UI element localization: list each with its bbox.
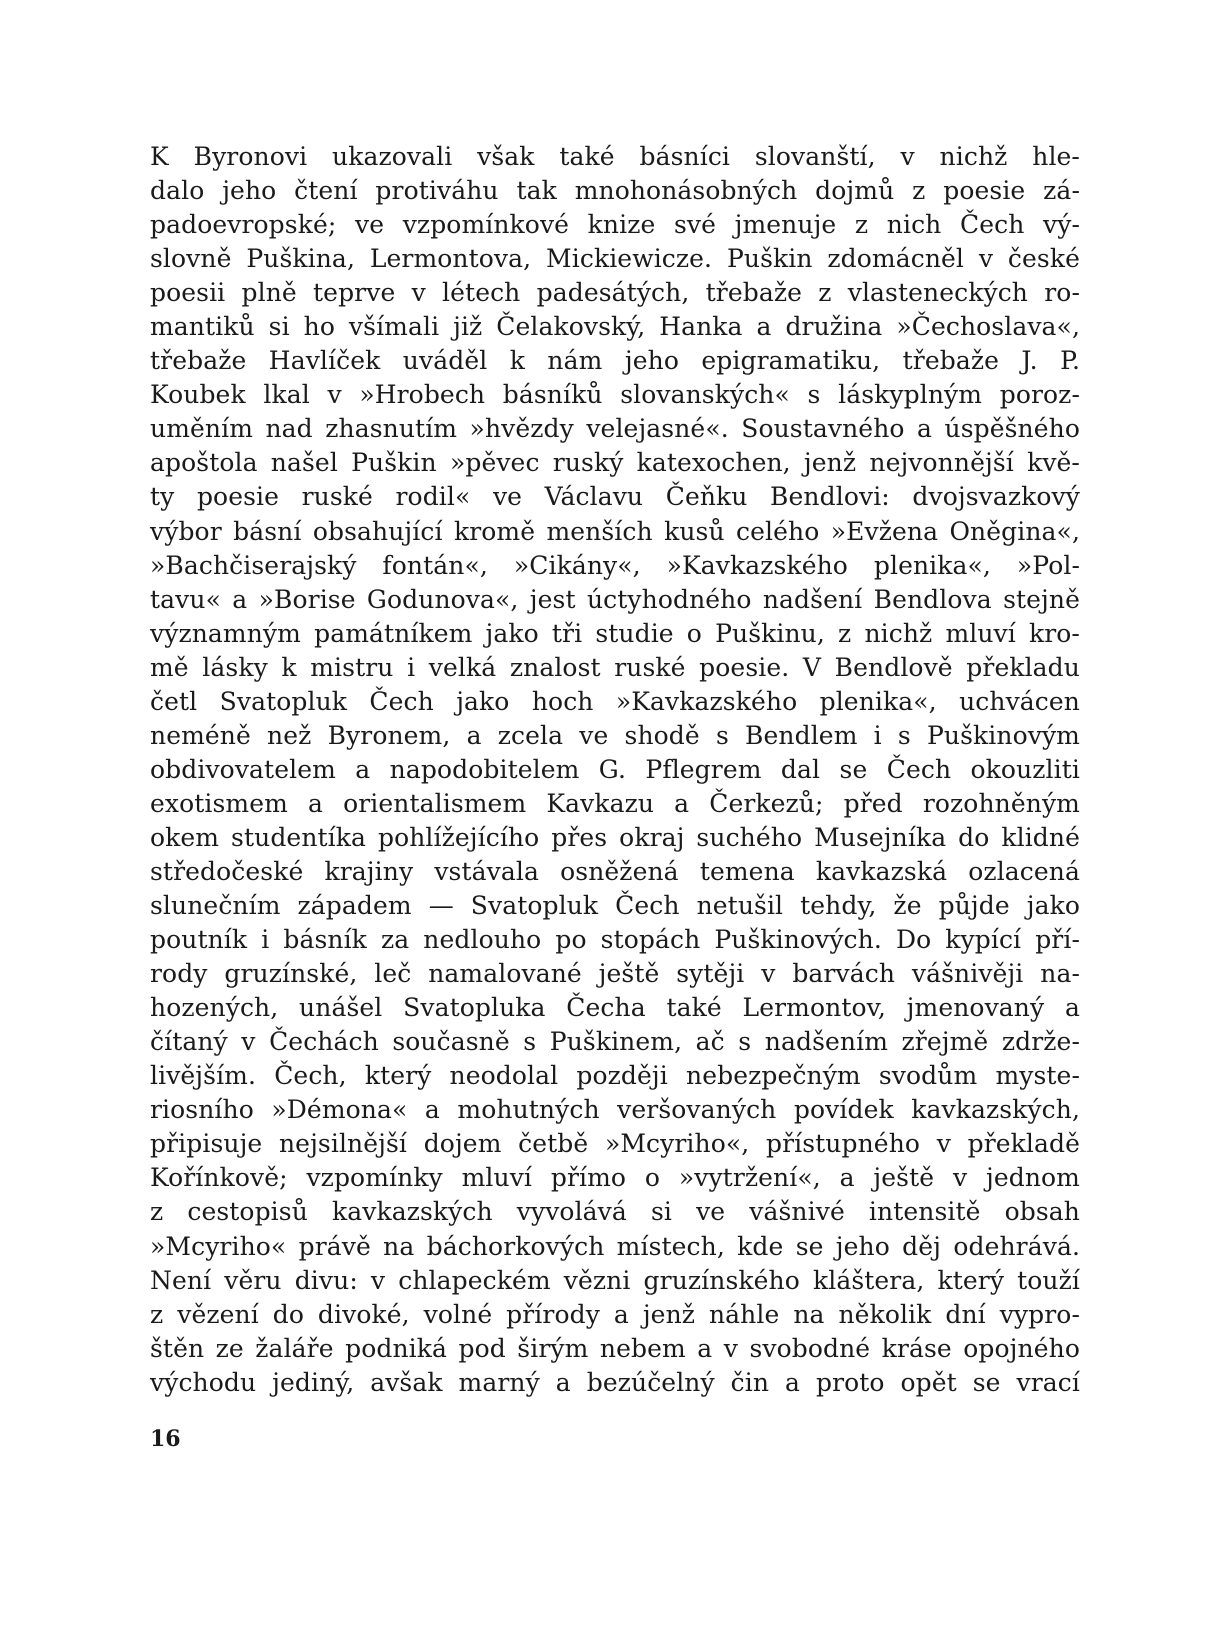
text-line: třebaže Havlíček uváděl k nám jeho epigramatiku, třebaže J. P. [150, 346, 1080, 376]
text-line: mantiků si ho všímali již Čelakovský, Hanka a družina »Čechoslava«, [150, 312, 1080, 342]
text-line: poutník i básník za nedlouho po stopách Puškinových. Do kypící pří- [150, 925, 1080, 955]
text-line: dalo jeho čtení protiváhu tak mnohonásobných dojmů z poesie zá- [150, 176, 1080, 206]
text-line: hozených, unášel Svatopluka Čecha také Lermontov, jmenovaný a [150, 993, 1080, 1023]
text-line: riosního »Démona« a mohutných veršovaných povídek kavkazských, [150, 1095, 1080, 1125]
text-line: štěn ze žaláře podniká pod širým nebem a v svobodné kráse opojného [150, 1333, 1080, 1363]
text-line: uměním nad zhasnutím »hvězdy velejasné«. Soustavného a úspěšného [150, 414, 1080, 444]
text-line: okem studentíka pohlížejícího přes okraj suchého Musejníka do klidné [150, 822, 1080, 852]
text-line: četl Svatopluk Čech jako hoch »Kavkazského plenika«, uchvácen [150, 686, 1080, 716]
body-text [150, 140, 1080, 1400]
text-line: neméně než Byronem, a zcela ve shodě s Bendlem i s Puškinovým [150, 720, 1080, 750]
text-line: výbor básní obsahující kromě menších kusů celého »Evžena Oněgina«, [150, 516, 1080, 546]
text-line: apoštola našel Puškin »pěvec ruský katexochen, jenž nejvonnější kvě- [150, 448, 1080, 478]
text-line: Koubek lkal v »Hrobech básníků slovanských« s láskyplným poroz- [150, 380, 1080, 410]
text-line: rody gruzínské, leč namalované ještě sytěji v barvách vášnivěji na- [150, 959, 1080, 989]
text-line: Není věru divu: v chlapeckém vězni gruzínského kláštera, který touží [150, 1265, 1080, 1295]
text-line: připisuje nejsilnější dojem četbě »Mcyriho«, přístupného v překladě [150, 1129, 1080, 1159]
text-line: významným památníkem jako tři studie o Puškinu, z nichž mluví kro- [150, 618, 1080, 648]
text-line: středočeské krajiny vstávala osněžená temena kavkazská ozlacená [150, 856, 1080, 886]
page-number: 16 [150, 1426, 181, 1452]
text-line: K Byronovi ukazovali však také básníci slovanští, v nichž hle- [150, 142, 1080, 171]
text-line: slovně Puškina, Lermontova, Mickiewicze. Puškin zdomácněl v české [150, 244, 1080, 274]
text-line: z cestopisů kavkazských vyvolává si ve vášnivé intensitě obsah [150, 1197, 1080, 1227]
text-line: slunečním západem — Svatopluk Čech netušil tehdy, že půjde jako [150, 891, 1080, 921]
text-line: padoevropské; ve vzpomínkové knize své jmenuje z nich Čech vý- [150, 210, 1080, 240]
text-line: livějším. Čech, který neodolal později nebezpečným svodům myste- [150, 1061, 1080, 1091]
text-line: z vězení do divoké, volné přírody a jenž náhle na několik dní vypro- [150, 1299, 1080, 1329]
text-line: ty poesie ruské rodil« ve Václavu Čeňku Bendlovi: dvojsvazkový [150, 482, 1080, 512]
text-line: exotismem a orientalismem Kavkazu a Čerkezů; před rozohněným [150, 788, 1080, 818]
text-line: Kořínkově; vzpomínky mluví přímo o »vytržení«, a ještě v jednom [150, 1163, 1080, 1193]
text-line: čítaný v Čechách současně s Puškinem, ač s nadšením zřejmě zdrže- [150, 1027, 1080, 1057]
text-line: obdivovatelem a napodobitelem G. Pflegrem dal se Čech okouzliti [150, 754, 1080, 784]
text-line: poesii plně teprve v létech padesátých, třebaže z vlasteneckých ro- [150, 278, 1080, 308]
text-line: mě lásky k mistru i velká znalost ruské poesie. V Bendlově překladu [150, 652, 1080, 682]
text-line: »Mcyriho« právě na báchorkových místech, kde se jeho děj odehrává. [150, 1231, 1080, 1261]
text-line: východu jediný, avšak marný a bezúčelný čin a proto opět se vrací [150, 1367, 1080, 1397]
text-line: tavu« a »Borise Godunova«, jest úctyhodného nadšení Bendlova stejně [150, 584, 1080, 614]
text-line: »Bachčiserajský fontán«, »Cikány«, »Kavkazského plenika«, »Pol- [150, 550, 1080, 580]
